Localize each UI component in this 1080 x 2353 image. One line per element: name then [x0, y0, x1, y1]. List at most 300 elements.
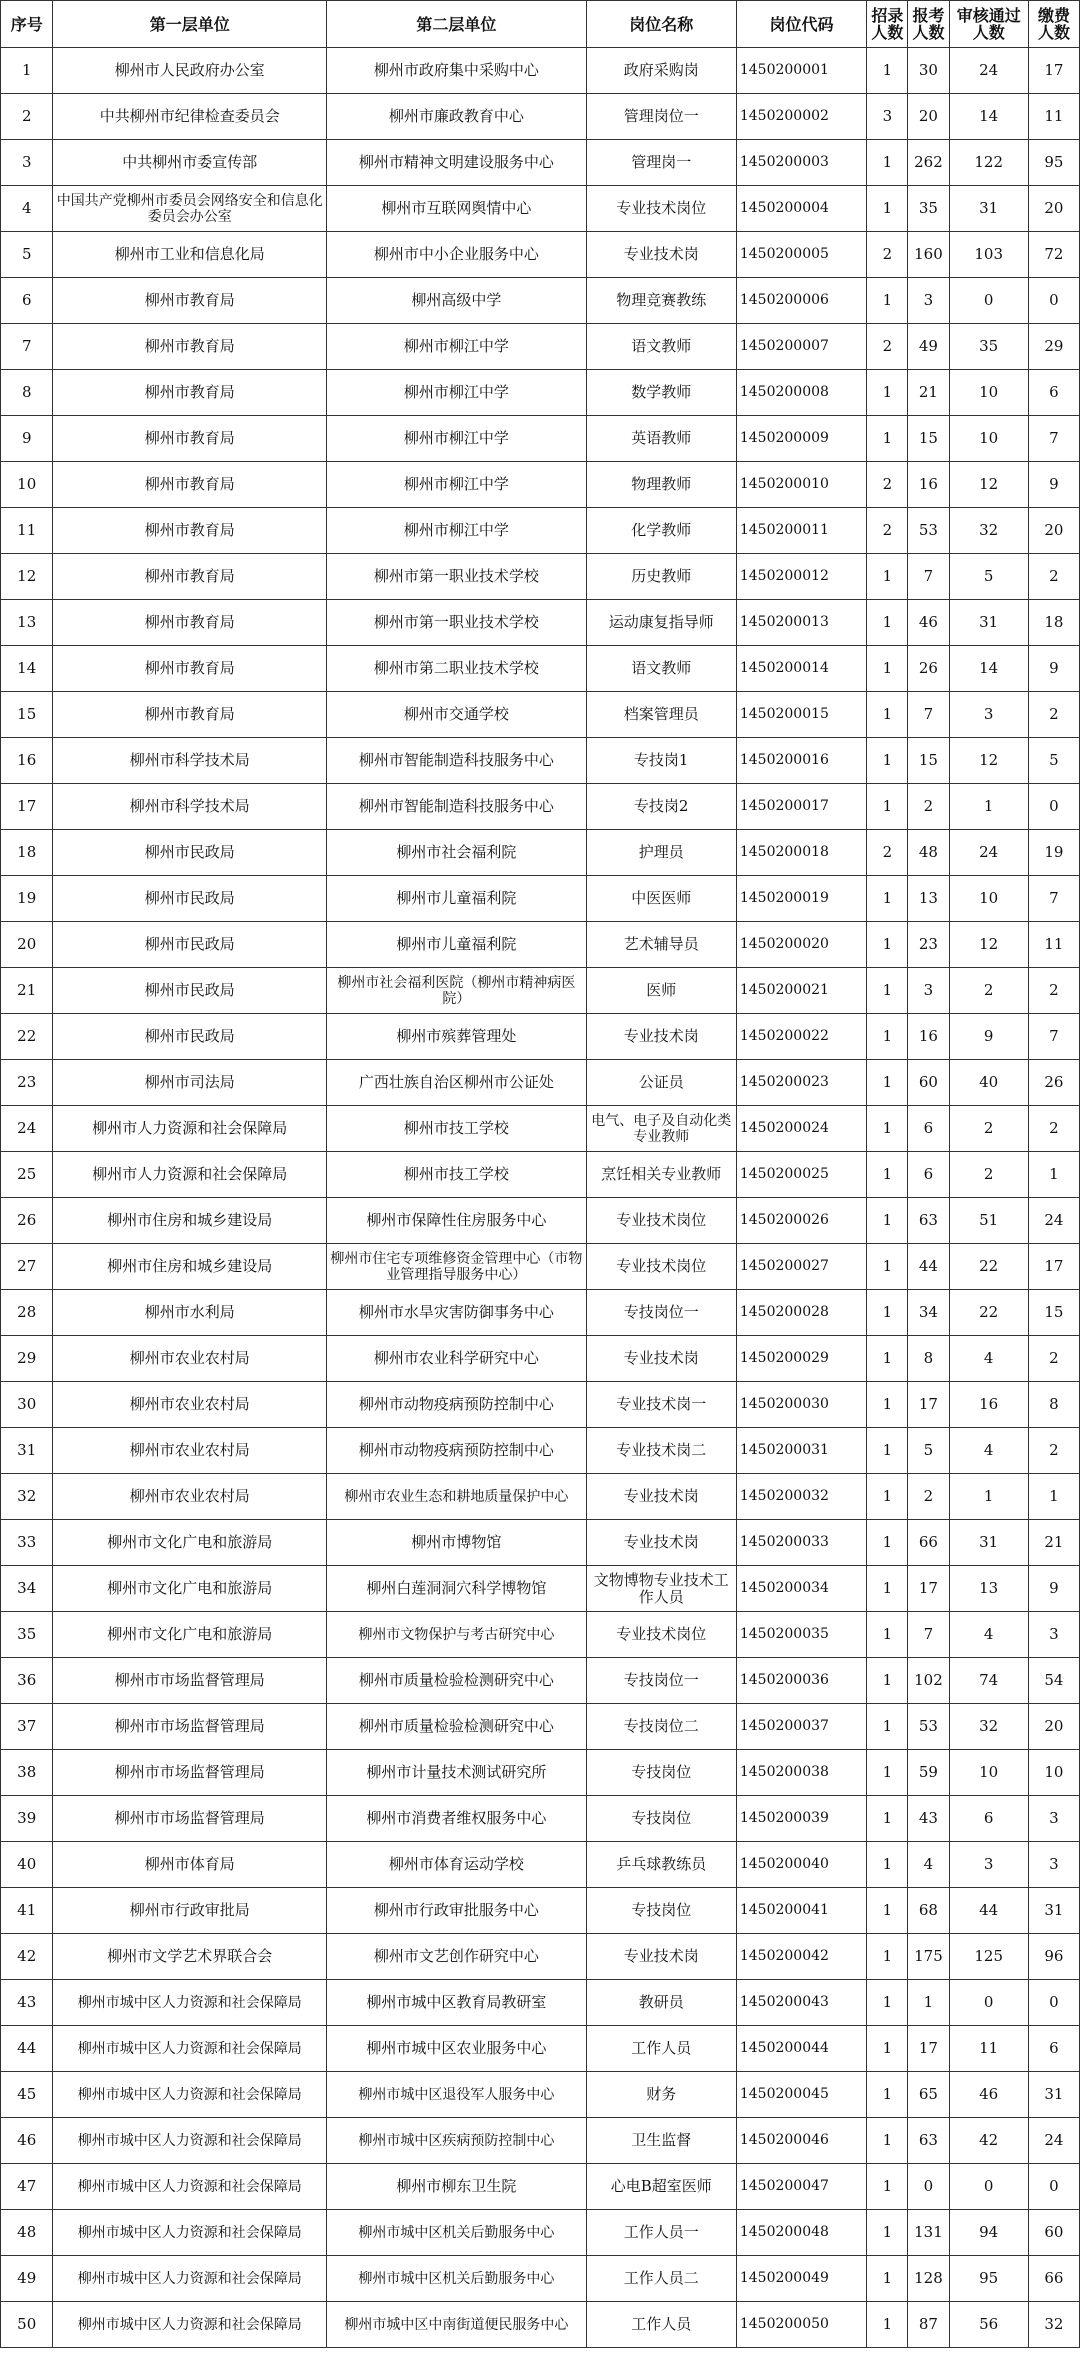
cell-second-unit: 柳州市城中区农业服务中心: [327, 2026, 586, 2072]
cell-approved-count: 0: [949, 278, 1028, 324]
cell-approved-count: 6: [949, 1796, 1028, 1842]
cell-paid-count: 31: [1028, 1888, 1079, 1934]
cell-second-unit: 柳州市行政审批服务中心: [327, 1888, 586, 1934]
cell-position-name: 专技岗位二: [586, 1704, 736, 1750]
cell-second-unit: 柳州市动物疫病预防控制中心: [327, 1428, 586, 1474]
cell-paid-count: 1: [1028, 1152, 1079, 1198]
cell-recruit-count: 1: [867, 600, 908, 646]
cell-second-unit: 柳州市质量检验检测研究中心: [327, 1658, 586, 1704]
cell-approved-count: 40: [949, 1060, 1028, 1106]
cell-approved-count: 31: [949, 186, 1028, 232]
cell-first-unit: 柳州市体育局: [53, 1842, 327, 1888]
cell-position-name: 专技岗位一: [586, 1658, 736, 1704]
cell-apply-count: 131: [908, 2210, 949, 2256]
cell-approved-count: 42: [949, 2118, 1028, 2164]
cell-position-code: 1450200021: [736, 968, 866, 1014]
cell-apply-count: 66: [908, 1520, 949, 1566]
header-row: [1, 1, 1080, 48]
table-row: [1, 1152, 1080, 1198]
cell-position-name: 专技岗位: [586, 1750, 736, 1796]
cell-approved-count: 9: [949, 1014, 1028, 1060]
cell-recruit-count: 1: [867, 1014, 908, 1060]
cell-approved-count: 125: [949, 1934, 1028, 1980]
cell-first-unit: 柳州市民政局: [53, 830, 327, 876]
cell-paid-count: 0: [1028, 1980, 1079, 2026]
cell-second-unit: 柳州市儿童福利院: [327, 922, 586, 968]
cell-approved-count: 1: [949, 1474, 1028, 1520]
cell-approved-count: 11: [949, 2026, 1028, 2072]
cell-approved-count: 3: [949, 1842, 1028, 1888]
cell-position-name: 工作人员: [586, 2302, 736, 2348]
cell-second-unit: 柳州市柳江中学: [327, 462, 586, 508]
cell-position-code: 1450200005: [736, 232, 866, 278]
cell-position-code: 1450200039: [736, 1796, 866, 1842]
cell-first-unit: 柳州市城中区人力资源和社会保障局: [53, 2256, 327, 2302]
cell-second-unit: 柳州市技工学校: [327, 1152, 586, 1198]
cell-second-unit: 柳州市农业生态和耕地质量保护中心: [327, 1474, 586, 1520]
cell-second-unit: 柳州市柳江中学: [327, 324, 586, 370]
cell-approved-count: 10: [949, 1750, 1028, 1796]
cell-second-unit: 柳州市廉政教育中心: [327, 94, 586, 140]
cell-index: 32: [1, 1474, 53, 1520]
cell-approved-count: 22: [949, 1244, 1028, 1290]
cell-position-name: 艺术辅导员: [586, 922, 736, 968]
cell-first-unit: 柳州市教育局: [53, 462, 327, 508]
cell-approved-count: 14: [949, 646, 1028, 692]
cell-position-name: 物理教师: [586, 462, 736, 508]
cell-index: 34: [1, 1566, 53, 1612]
cell-first-unit: 柳州市教育局: [53, 416, 327, 462]
table-row: [1, 1934, 1080, 1980]
cell-position-name: 物理竞赛教练: [586, 278, 736, 324]
table-row: [1, 1198, 1080, 1244]
cell-position-name: 文物博物专业技术工作人员: [586, 1566, 736, 1612]
cell-recruit-count: 1: [867, 922, 908, 968]
table-body: [1, 48, 1080, 2348]
cell-apply-count: 4: [908, 1842, 949, 1888]
cell-position-code: 1450200017: [736, 784, 866, 830]
cell-position-code: 1450200007: [736, 324, 866, 370]
cell-index: 4: [1, 186, 53, 232]
cell-first-unit: 柳州市教育局: [53, 692, 327, 738]
cell-second-unit: 柳州市智能制造科技服务中心: [327, 784, 586, 830]
cell-index: 44: [1, 2026, 53, 2072]
cell-apply-count: 3: [908, 278, 949, 324]
cell-position-code: 1450200027: [736, 1244, 866, 1290]
header-index: 序号: [1, 1, 53, 48]
cell-position-code: 1450200015: [736, 692, 866, 738]
cell-position-name: 专业技术岗位: [586, 1612, 736, 1658]
cell-index: 41: [1, 1888, 53, 1934]
cell-index: 46: [1, 2118, 53, 2164]
cell-apply-count: 1: [908, 1980, 949, 2026]
cell-recruit-count: 1: [867, 692, 908, 738]
table-row: [1, 1106, 1080, 1152]
cell-recruit-count: 1: [867, 140, 908, 186]
cell-position-code: 1450200010: [736, 462, 866, 508]
cell-approved-count: 103: [949, 232, 1028, 278]
cell-position-code: 1450200044: [736, 2026, 866, 2072]
table-row: [1, 140, 1080, 186]
cell-apply-count: 53: [908, 1704, 949, 1750]
cell-paid-count: 0: [1028, 784, 1079, 830]
cell-paid-count: 0: [1028, 278, 1079, 324]
table-row: [1, 968, 1080, 1014]
cell-paid-count: 2: [1028, 1106, 1079, 1152]
cell-approved-count: 0: [949, 1980, 1028, 2026]
cell-second-unit: 柳州市博物馆: [327, 1520, 586, 1566]
cell-second-unit: 广西壮族自治区柳州市公证处: [327, 1060, 586, 1106]
cell-index: 23: [1, 1060, 53, 1106]
table-row: [1, 554, 1080, 600]
cell-approved-count: 46: [949, 2072, 1028, 2118]
cell-apply-count: 6: [908, 1152, 949, 1198]
cell-first-unit: 柳州市教育局: [53, 324, 327, 370]
table-row: [1, 370, 1080, 416]
cell-second-unit: 柳州市互联网舆情中心: [327, 186, 586, 232]
cell-position-code: 1450200025: [736, 1152, 866, 1198]
cell-approved-count: 51: [949, 1198, 1028, 1244]
cell-index: 42: [1, 1934, 53, 1980]
cell-approved-count: 24: [949, 48, 1028, 94]
cell-first-unit: 柳州市司法局: [53, 1060, 327, 1106]
cell-apply-count: 59: [908, 1750, 949, 1796]
cell-position-name: 专业技术岗: [586, 1520, 736, 1566]
cell-paid-count: 1: [1028, 1474, 1079, 1520]
cell-recruit-count: 1: [867, 186, 908, 232]
cell-second-unit: 柳州市社会福利医院（柳州市精神病医院）: [327, 968, 586, 1014]
cell-position-code: 1450200042: [736, 1934, 866, 1980]
cell-position-name: 工作人员二: [586, 2256, 736, 2302]
cell-recruit-count: 1: [867, 1336, 908, 1382]
cell-first-unit: 柳州市文化广电和旅游局: [53, 1612, 327, 1658]
cell-apply-count: 6: [908, 1106, 949, 1152]
cell-second-unit: 柳州市第二职业技术学校: [327, 646, 586, 692]
cell-second-unit: 柳州市城中区疾病预防控制中心: [327, 2118, 586, 2164]
cell-approved-count: 0: [949, 2164, 1028, 2210]
cell-apply-count: 46: [908, 600, 949, 646]
cell-index: 40: [1, 1842, 53, 1888]
cell-recruit-count: 2: [867, 830, 908, 876]
cell-index: 6: [1, 278, 53, 324]
cell-position-code: 1450200019: [736, 876, 866, 922]
cell-approved-count: 16: [949, 1382, 1028, 1428]
cell-position-code: 1450200047: [736, 2164, 866, 2210]
cell-paid-count: 20: [1028, 186, 1079, 232]
cell-approved-count: 31: [949, 1520, 1028, 1566]
cell-paid-count: 17: [1028, 1244, 1079, 1290]
cell-index: 19: [1, 876, 53, 922]
table-row: [1, 2210, 1080, 2256]
cell-first-unit: 柳州市教育局: [53, 554, 327, 600]
cell-position-name: 管理岗位一: [586, 94, 736, 140]
cell-position-code: 1450200008: [736, 370, 866, 416]
table-row: [1, 1658, 1080, 1704]
cell-first-unit: 柳州市民政局: [53, 1014, 327, 1060]
cell-approved-count: 12: [949, 738, 1028, 784]
cell-second-unit: 柳州市消费者维权服务中心: [327, 1796, 586, 1842]
cell-first-unit: 柳州市农业农村局: [53, 1382, 327, 1428]
cell-apply-count: 30: [908, 48, 949, 94]
cell-position-name: 英语教师: [586, 416, 736, 462]
cell-apply-count: 87: [908, 2302, 949, 2348]
header-position-name: 岗位名称: [586, 1, 736, 48]
cell-position-code: 1450200003: [736, 140, 866, 186]
table-row: [1, 1796, 1080, 1842]
cell-approved-count: 74: [949, 1658, 1028, 1704]
table-row: [1, 1382, 1080, 1428]
cell-index: 3: [1, 140, 53, 186]
cell-first-unit: 中国共产党柳州市委员会网络安全和信息化委员会办公室: [53, 186, 327, 232]
cell-first-unit: 柳州市教育局: [53, 370, 327, 416]
cell-apply-count: 43: [908, 1796, 949, 1842]
cell-index: 45: [1, 2072, 53, 2118]
cell-position-code: 1450200035: [736, 1612, 866, 1658]
cell-index: 7: [1, 324, 53, 370]
cell-paid-count: 20: [1028, 508, 1079, 554]
cell-position-name: 电气、电子及自动化类专业教师: [586, 1106, 736, 1152]
cell-position-name: 专技岗位一: [586, 1290, 736, 1336]
cell-position-name: 护理员: [586, 830, 736, 876]
cell-recruit-count: 1: [867, 1566, 908, 1612]
table-row: [1, 1520, 1080, 1566]
cell-second-unit: 柳州市体育运动学校: [327, 1842, 586, 1888]
cell-first-unit: 柳州市住房和城乡建设局: [53, 1244, 327, 1290]
cell-second-unit: 柳州市交通学校: [327, 692, 586, 738]
cell-recruit-count: 1: [867, 2210, 908, 2256]
cell-index: 33: [1, 1520, 53, 1566]
cell-position-code: 1450200011: [736, 508, 866, 554]
cell-recruit-count: 1: [867, 416, 908, 462]
cell-approved-count: 12: [949, 462, 1028, 508]
table-row: [1, 1750, 1080, 1796]
cell-approved-count: 3: [949, 692, 1028, 738]
cell-recruit-count: 1: [867, 1152, 908, 1198]
cell-first-unit: 柳州市人力资源和社会保障局: [53, 1106, 327, 1152]
cell-position-code: 1450200033: [736, 1520, 866, 1566]
cell-approved-count: 24: [949, 830, 1028, 876]
cell-recruit-count: 1: [867, 738, 908, 784]
cell-index: 5: [1, 232, 53, 278]
cell-approved-count: 1: [949, 784, 1028, 830]
cell-paid-count: 31: [1028, 2072, 1079, 2118]
cell-first-unit: 柳州市科学技术局: [53, 784, 327, 830]
cell-second-unit: 柳州市文艺创作研究中心: [327, 1934, 586, 1980]
cell-recruit-count: 1: [867, 2164, 908, 2210]
cell-position-name: 语文教师: [586, 646, 736, 692]
cell-second-unit: 柳州市柳江中学: [327, 370, 586, 416]
table-row: [1, 1566, 1080, 1612]
cell-paid-count: 6: [1028, 370, 1079, 416]
cell-approved-count: 5: [949, 554, 1028, 600]
cell-position-code: 1450200049: [736, 2256, 866, 2302]
cell-second-unit: 柳州市质量检验检测研究中心: [327, 1704, 586, 1750]
cell-apply-count: 8: [908, 1336, 949, 1382]
cell-apply-count: 34: [908, 1290, 949, 1336]
cell-paid-count: 21: [1028, 1520, 1079, 1566]
cell-first-unit: 柳州市人民政府办公室: [53, 48, 327, 94]
cell-second-unit: 柳州市文物保护与考古研究中心: [327, 1612, 586, 1658]
cell-approved-count: 12: [949, 922, 1028, 968]
cell-recruit-count: 1: [867, 1750, 908, 1796]
cell-apply-count: 7: [908, 1612, 949, 1658]
cell-paid-count: 11: [1028, 94, 1079, 140]
table-row: [1, 1612, 1080, 1658]
cell-approved-count: 2: [949, 968, 1028, 1014]
cell-apply-count: 48: [908, 830, 949, 876]
cell-paid-count: 20: [1028, 1704, 1079, 1750]
cell-apply-count: 49: [908, 324, 949, 370]
cell-first-unit: 柳州市民政局: [53, 968, 327, 1014]
cell-position-name: 公证员: [586, 1060, 736, 1106]
cell-position-code: 1450200040: [736, 1842, 866, 1888]
cell-position-code: 1450200038: [736, 1750, 866, 1796]
cell-first-unit: 柳州市民政局: [53, 876, 327, 922]
table-row: [1, 2256, 1080, 2302]
cell-second-unit: 柳州市殡葬管理处: [327, 1014, 586, 1060]
cell-second-unit: 柳州市计量技术测试研究所: [327, 1750, 586, 1796]
cell-position-code: 1450200041: [736, 1888, 866, 1934]
cell-second-unit: 柳州市社会福利院: [327, 830, 586, 876]
cell-first-unit: 柳州市市场监督管理局: [53, 1658, 327, 1704]
cell-position-code: 1450200022: [736, 1014, 866, 1060]
cell-paid-count: 2: [1028, 554, 1079, 600]
cell-apply-count: 53: [908, 508, 949, 554]
table-row: [1, 922, 1080, 968]
cell-position-code: 1450200018: [736, 830, 866, 876]
cell-approved-count: 95: [949, 2256, 1028, 2302]
cell-second-unit: 柳州市第一职业技术学校: [327, 600, 586, 646]
cell-apply-count: 2: [908, 784, 949, 830]
cell-paid-count: 3: [1028, 1842, 1079, 1888]
cell-position-name: 专技岗位: [586, 1796, 736, 1842]
cell-first-unit: 柳州市人力资源和社会保障局: [53, 1152, 327, 1198]
cell-position-name: 教研员: [586, 1980, 736, 2026]
cell-apply-count: 20: [908, 94, 949, 140]
table-row: [1, 2026, 1080, 2072]
cell-position-name: 中医医师: [586, 876, 736, 922]
cell-approved-count: 13: [949, 1566, 1028, 1612]
cell-position-code: 1450200036: [736, 1658, 866, 1704]
cell-approved-count: 4: [949, 1336, 1028, 1382]
cell-recruit-count: 3: [867, 94, 908, 140]
cell-paid-count: 3: [1028, 1796, 1079, 1842]
cell-index: 24: [1, 1106, 53, 1152]
cell-approved-count: 122: [949, 140, 1028, 186]
cell-apply-count: 160: [908, 232, 949, 278]
cell-recruit-count: 1: [867, 1658, 908, 1704]
cell-second-unit: 柳州市城中区中南街道便民服务中心: [327, 2302, 586, 2348]
cell-index: 17: [1, 784, 53, 830]
cell-second-unit: 柳州市中小企业服务中心: [327, 232, 586, 278]
cell-second-unit: 柳州市柳东卫生院: [327, 2164, 586, 2210]
cell-paid-count: 72: [1028, 232, 1079, 278]
cell-paid-count: 26: [1028, 1060, 1079, 1106]
cell-recruit-count: 1: [867, 1060, 908, 1106]
cell-first-unit: 柳州市城中区人力资源和社会保障局: [53, 2164, 327, 2210]
cell-first-unit: 柳州市城中区人力资源和社会保障局: [53, 2210, 327, 2256]
cell-paid-count: 3: [1028, 1612, 1079, 1658]
cell-paid-count: 10: [1028, 1750, 1079, 1796]
cell-position-code: 1450200050: [736, 2302, 866, 2348]
cell-second-unit: 柳州市技工学校: [327, 1106, 586, 1152]
cell-second-unit: 柳州市水旱灾害防御事务中心: [327, 1290, 586, 1336]
header-first-unit: 第一层单位: [53, 1, 327, 48]
cell-paid-count: 0: [1028, 2164, 1079, 2210]
cell-paid-count: 19: [1028, 830, 1079, 876]
cell-paid-count: 5: [1028, 738, 1079, 784]
cell-second-unit: 柳州市城中区机关后勤服务中心: [327, 2256, 586, 2302]
table-row: [1, 48, 1080, 94]
table-row: [1, 186, 1080, 232]
cell-first-unit: 柳州市文化广电和旅游局: [53, 1520, 327, 1566]
cell-recruit-count: 1: [867, 1520, 908, 1566]
cell-recruit-count: 1: [867, 876, 908, 922]
cell-position-code: 1450200034: [736, 1566, 866, 1612]
cell-position-code: 1450200028: [736, 1290, 866, 1336]
cell-first-unit: 柳州市教育局: [53, 278, 327, 324]
cell-paid-count: 95: [1028, 140, 1079, 186]
cell-apply-count: 15: [908, 738, 949, 784]
cell-second-unit: 柳州市住宅专项维修资金管理中心（市物业管理指导服务中心）: [327, 1244, 586, 1290]
table-row: [1, 2118, 1080, 2164]
cell-second-unit: 柳州市精神文明建设服务中心: [327, 140, 586, 186]
cell-position-code: 1450200013: [736, 600, 866, 646]
table-row: [1, 876, 1080, 922]
header-apply-count: 报考人数: [908, 1, 949, 48]
cell-second-unit: 柳州市城中区退役军人服务中心: [327, 2072, 586, 2118]
cell-recruit-count: 1: [867, 2072, 908, 2118]
cell-recruit-count: 1: [867, 1290, 908, 1336]
cell-apply-count: 16: [908, 1014, 949, 1060]
cell-approved-count: 2: [949, 1106, 1028, 1152]
cell-apply-count: 21: [908, 370, 949, 416]
cell-recruit-count: 1: [867, 370, 908, 416]
cell-first-unit: 中共柳州市委宣传部: [53, 140, 327, 186]
cell-apply-count: 5: [908, 1428, 949, 1474]
cell-position-name: 数学教师: [586, 370, 736, 416]
cell-first-unit: 柳州市农业农村局: [53, 1428, 327, 1474]
cell-paid-count: 9: [1028, 646, 1079, 692]
cell-apply-count: 7: [908, 554, 949, 600]
table-row: [1, 1428, 1080, 1474]
cell-index: 29: [1, 1336, 53, 1382]
cell-apply-count: 2: [908, 1474, 949, 1520]
cell-position-code: 1450200029: [736, 1336, 866, 1382]
cell-recruit-count: 1: [867, 2256, 908, 2302]
cell-approved-count: 2: [949, 1152, 1028, 1198]
cell-recruit-count: 1: [867, 1382, 908, 1428]
cell-recruit-count: 1: [867, 1198, 908, 1244]
cell-paid-count: 24: [1028, 2118, 1079, 2164]
cell-position-name: 管理岗一: [586, 140, 736, 186]
cell-index: 13: [1, 600, 53, 646]
cell-first-unit: 柳州市行政审批局: [53, 1888, 327, 1934]
cell-recruit-count: 1: [867, 1796, 908, 1842]
cell-index: 9: [1, 416, 53, 462]
cell-apply-count: 44: [908, 1244, 949, 1290]
table-row: [1, 2164, 1080, 2210]
header-paid-count: 缴费人数: [1028, 1, 1079, 48]
cell-first-unit: 柳州市城中区人力资源和社会保障局: [53, 2118, 327, 2164]
cell-first-unit: 柳州市教育局: [53, 600, 327, 646]
cell-paid-count: 29: [1028, 324, 1079, 370]
cell-paid-count: 32: [1028, 2302, 1079, 2348]
cell-recruit-count: 1: [867, 2026, 908, 2072]
cell-apply-count: 65: [908, 2072, 949, 2118]
cell-position-name: 专业技术岗: [586, 1336, 736, 1382]
cell-apply-count: 128: [908, 2256, 949, 2302]
